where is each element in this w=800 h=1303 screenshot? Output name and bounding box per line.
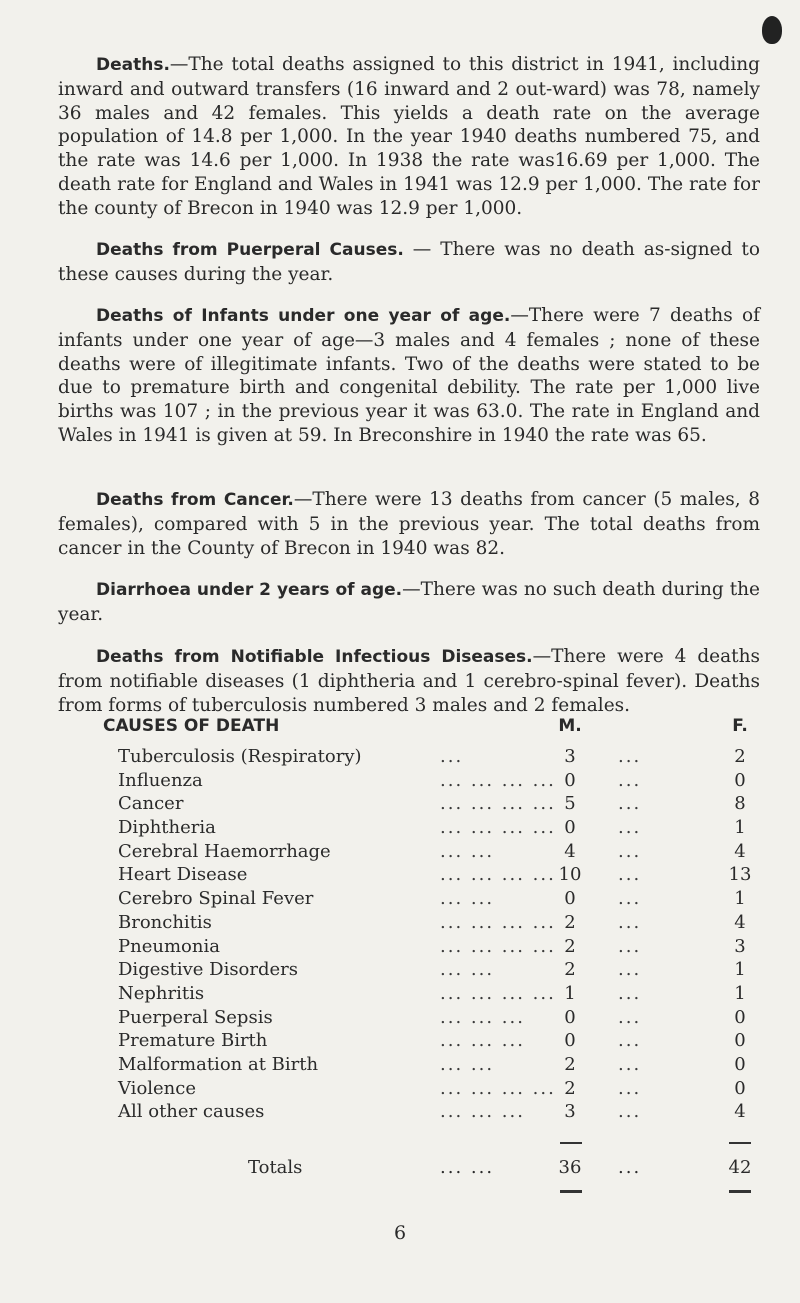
table-row bbox=[0, 841, 800, 865]
female-count: 1 bbox=[734, 959, 746, 981]
cause-label: Cancer bbox=[118, 793, 184, 815]
totals-label: Totals bbox=[248, 1157, 303, 1178]
table-row bbox=[0, 793, 800, 817]
table-header bbox=[0, 716, 800, 740]
cause-label: Cerebro Spinal Fever bbox=[118, 888, 314, 910]
leader-dots: ... bbox=[618, 1006, 642, 1028]
paragraph-text: —There were 4 deaths from notifiable diseases (1 diphtheria and 1 cerebro-spinal fever). Deaths from forms of tuberculosis numbered 3 males and 2 females. bbox=[58, 646, 760, 716]
leader-dots: ... ... bbox=[440, 959, 495, 981]
ink-blot bbox=[762, 16, 782, 44]
male-count: 0 bbox=[564, 1006, 576, 1028]
leader-dots: ... bbox=[618, 888, 642, 910]
female-count: 4 bbox=[734, 911, 746, 933]
leader-dots: ... ... ... ... bbox=[440, 982, 556, 1004]
leader-dots: ... ... bbox=[440, 840, 495, 862]
male-count: 0 bbox=[564, 888, 576, 910]
leader-dots: ... bbox=[440, 746, 464, 767]
leader-dots: ... bbox=[618, 793, 642, 815]
leader-dots: ... ... bbox=[440, 1053, 495, 1075]
female-count: 8 bbox=[734, 793, 746, 815]
leader-dots: ... ... bbox=[440, 1157, 495, 1178]
column-header-cause: CAUSES OF DEATH bbox=[103, 716, 280, 736]
paragraph-heading: Deaths from Puerperal Causes. bbox=[96, 240, 404, 260]
leader-dots: ... ... ... bbox=[440, 1006, 525, 1028]
cause-label: Heart Disease bbox=[118, 864, 248, 886]
leader-dots: ... bbox=[618, 746, 642, 767]
male-count: 1 bbox=[564, 982, 576, 1004]
totals-row bbox=[0, 1157, 800, 1181]
leader-dots: ... ... ... ... bbox=[440, 769, 556, 791]
table-row bbox=[0, 1054, 800, 1078]
table-row bbox=[0, 1078, 800, 1102]
male-count: 2 bbox=[564, 959, 576, 981]
female-count: 4 bbox=[734, 840, 746, 862]
male-count: 5 bbox=[564, 793, 576, 815]
female-count: 0 bbox=[734, 769, 746, 791]
leader-dots: ... bbox=[618, 840, 642, 862]
male-count: 2 bbox=[564, 1077, 576, 1099]
table-row bbox=[0, 1030, 800, 1054]
table-row bbox=[0, 1007, 800, 1031]
cause-label: Digestive Disorders bbox=[118, 959, 299, 981]
leader-dots: ... ... ... ... bbox=[440, 935, 556, 957]
leader-dots: ... ... ... ... bbox=[440, 817, 556, 839]
table-row bbox=[0, 888, 800, 912]
subtotal-rule-female bbox=[729, 1142, 751, 1144]
paragraph-heading: Deaths from Cancer. bbox=[96, 490, 294, 510]
female-count: 0 bbox=[734, 1053, 746, 1075]
page-number: 6 bbox=[393, 1222, 407, 1244]
paragraph-heading: Deaths from Notifiable Infectious Diseases. bbox=[96, 647, 533, 667]
female-count: 0 bbox=[734, 1030, 746, 1052]
table-row bbox=[0, 1101, 800, 1125]
leader-dots: ... ... ... bbox=[440, 1101, 525, 1123]
leader-dots: ... bbox=[618, 1101, 642, 1123]
female-count: 1 bbox=[734, 888, 746, 910]
female-count: 0 bbox=[734, 1077, 746, 1099]
female-count: 2 bbox=[734, 746, 746, 767]
column-header-female: F. bbox=[732, 716, 748, 736]
paragraph-heading: Deaths. bbox=[96, 55, 170, 75]
paragraph-text: — There was no death as-signed to these causes during the year. bbox=[58, 239, 761, 285]
total-rule-female bbox=[729, 1190, 751, 1193]
female-count: 1 bbox=[734, 982, 746, 1004]
cause-label: Violence bbox=[118, 1077, 197, 1099]
paragraph-infants bbox=[58, 304, 760, 448]
cause-label: Malformation at Birth bbox=[118, 1053, 319, 1075]
paragraph-puerperal bbox=[58, 238, 760, 287]
leader-dots: ... ... ... ... bbox=[440, 793, 556, 815]
male-count: 0 bbox=[564, 769, 576, 791]
totals-male: 36 bbox=[558, 1157, 582, 1178]
leader-dots: ... bbox=[618, 1053, 642, 1075]
table-row bbox=[0, 770, 800, 794]
male-count: 2 bbox=[564, 911, 576, 933]
paragraph-text: —The total deaths assigned to this district in 1941, including inward and outward transfers (16 inward and 2 out-ward) was 78, namely 36 males and 42 females. This yields a death rate on the average population of 14.8 per 1,000. In the year 1940 deaths numbered 75, and the rate was 14.6 per 1,000. In 1938 the rate was16.69 per 1,000. The death rate for England and Wales in 1941 was 12.9 per 1,000. The rate for the county of Brecon in 1940 was 12.9 per 1,000. bbox=[58, 54, 760, 219]
leader-dots: ... bbox=[618, 864, 642, 886]
paragraph-text: —There was no such death during the year. bbox=[58, 579, 760, 625]
paragraph-deaths bbox=[58, 53, 760, 221]
paragraph-text: —There were 13 deaths from cancer (5 males, 8 females), compared with 5 in the previous year. The total deaths from cancer in the County of Brecon in 1940 was 82. bbox=[58, 489, 761, 559]
leader-dots: ... ... ... ... bbox=[440, 864, 556, 886]
leader-dots: ... bbox=[618, 935, 642, 957]
leader-dots: ... bbox=[618, 911, 642, 933]
column-header-male: M. bbox=[558, 716, 582, 736]
leader-dots: ... bbox=[618, 1077, 642, 1099]
total-rule-male bbox=[560, 1190, 582, 1193]
male-count: 2 bbox=[564, 935, 576, 957]
table-row bbox=[0, 959, 800, 983]
table-row bbox=[0, 912, 800, 936]
table-row bbox=[0, 817, 800, 841]
leader-dots: ... bbox=[618, 1030, 642, 1052]
leader-dots: ... ... ... bbox=[440, 1030, 525, 1052]
subtotal-rule-male bbox=[560, 1142, 582, 1144]
female-count: 0 bbox=[734, 1006, 746, 1028]
female-count: 1 bbox=[734, 817, 746, 839]
table-row bbox=[0, 936, 800, 960]
leader-dots: ... bbox=[618, 769, 642, 791]
cause-label: Diphtheria bbox=[118, 817, 216, 839]
male-count: 2 bbox=[564, 1053, 576, 1075]
cause-label: Cerebral Haemorrhage bbox=[118, 840, 331, 862]
cause-label: Puerperal Sepsis bbox=[118, 1006, 273, 1028]
paragraph-heading: Diarrhoea under 2 years of age. bbox=[96, 580, 403, 600]
female-count: 13 bbox=[728, 864, 752, 886]
leader-dots: ... ... bbox=[440, 888, 495, 910]
leader-dots: ... bbox=[618, 982, 642, 1004]
male-count: 3 bbox=[564, 1101, 576, 1123]
male-count: 10 bbox=[558, 864, 582, 886]
cause-label: Influenza bbox=[118, 769, 203, 791]
cause-label: All other causes bbox=[118, 1101, 265, 1123]
paragraph-cancer bbox=[58, 488, 760, 560]
table-row bbox=[0, 864, 800, 888]
cause-label: Bronchitis bbox=[118, 911, 212, 933]
male-count: 4 bbox=[564, 840, 576, 862]
male-count: 0 bbox=[564, 1030, 576, 1052]
table-row bbox=[0, 983, 800, 1007]
table-row bbox=[0, 746, 800, 770]
cause-label: Nephritis bbox=[118, 982, 205, 1004]
cause-label: Pneumonia bbox=[118, 935, 220, 957]
paragraph-infectious bbox=[58, 645, 760, 717]
causes-table bbox=[0, 746, 800, 1125]
leader-dots: ... ... ... ... bbox=[440, 1077, 556, 1099]
male-count: 0 bbox=[564, 817, 576, 839]
totals-female: 42 bbox=[728, 1157, 752, 1178]
leader-dots: ... bbox=[618, 817, 642, 839]
female-count: 4 bbox=[734, 1101, 746, 1123]
male-count: 3 bbox=[564, 746, 576, 767]
paragraph-text: —There were 7 deaths of infants under one year of age—3 males and 4 females ; none of these deaths were of illegitimate infants. Two of the deaths were stated to be due to premature birth and congenital debility. The rate per 1,000 live births was 107 ; in the previous year it was 63.0. The rate in England and Wales in 1941 is given at 59. In Breconshire in 1940 the rate was 65. bbox=[58, 305, 760, 446]
cause-label: Tuberculosis (Respiratory) bbox=[118, 746, 362, 767]
female-count: 3 bbox=[734, 935, 746, 957]
leader-dots: ... bbox=[618, 959, 642, 981]
paragraph-diarrhoea bbox=[58, 578, 760, 627]
leader-dots: ... bbox=[618, 1157, 642, 1178]
paragraph-heading: Deaths of Infants under one year of age. bbox=[96, 306, 511, 326]
leader-dots: ... ... ... ... bbox=[440, 911, 556, 933]
cause-label: Premature Birth bbox=[118, 1030, 268, 1052]
